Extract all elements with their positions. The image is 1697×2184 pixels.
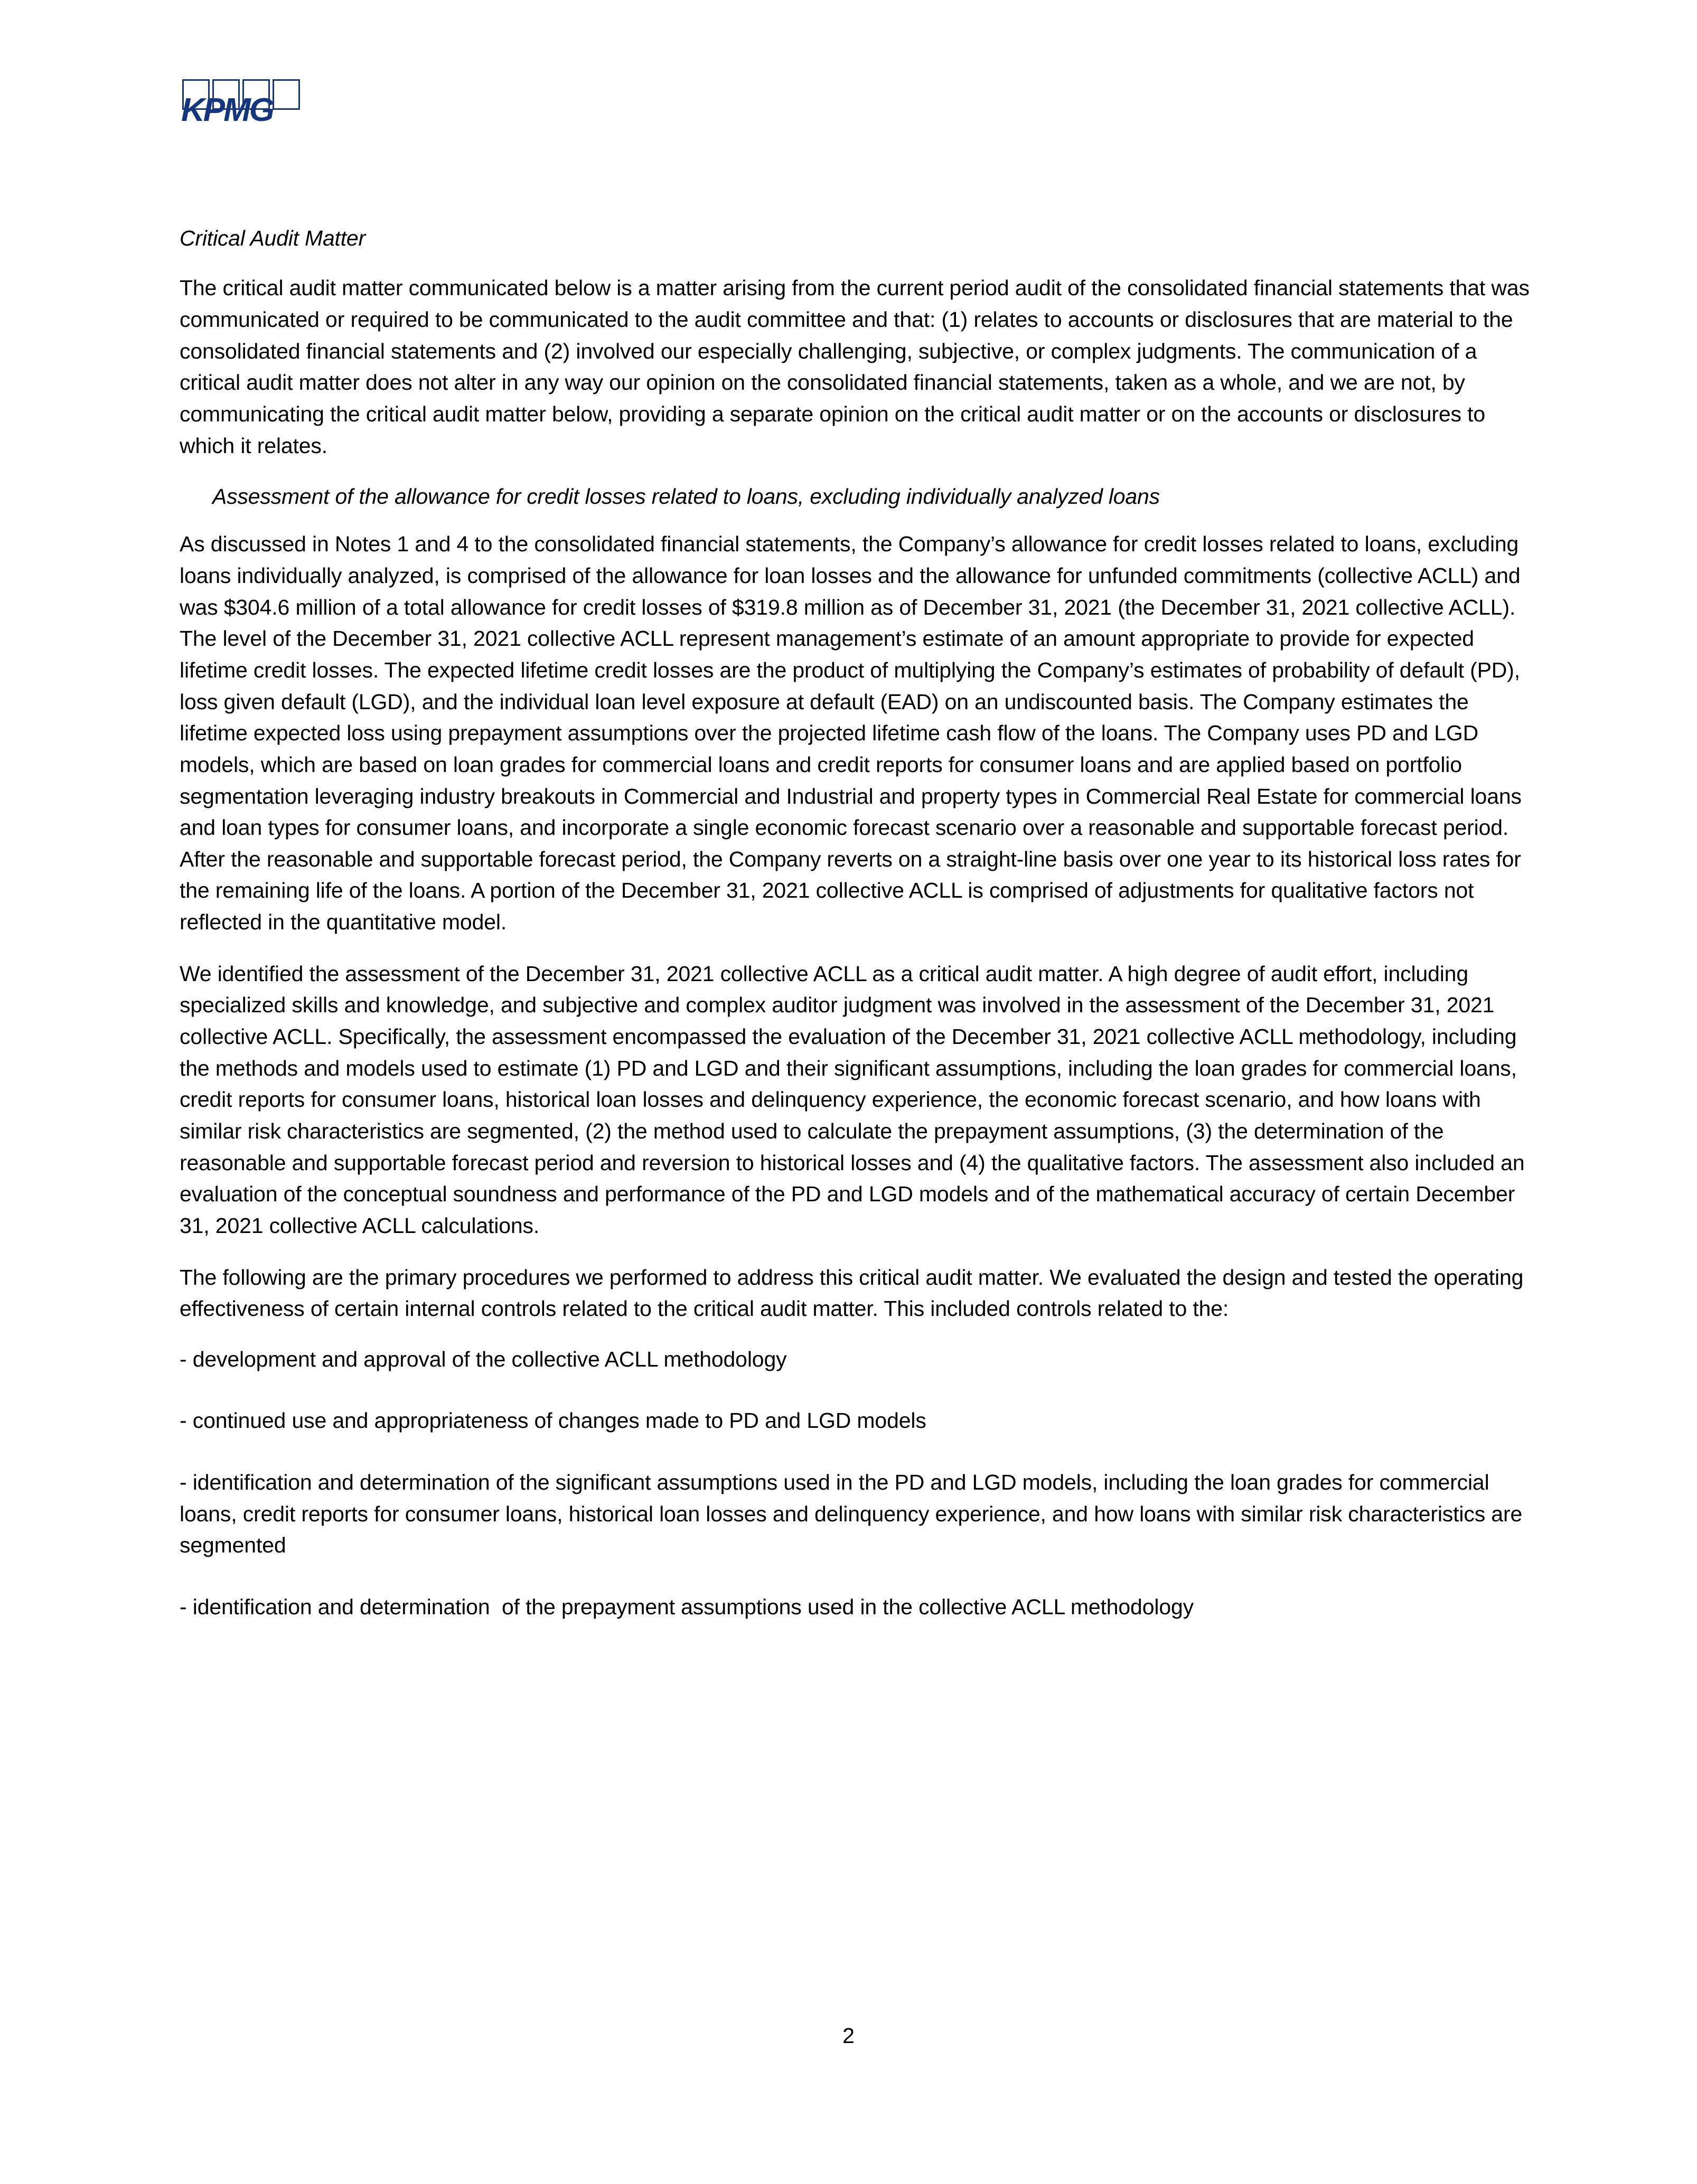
kpmg-logo	[182, 79, 320, 143]
paragraph-we-identified: We identified the assessment of the December 31, 2021 collective ACLL as a critical audit matter. A high degree of audit effort, including specialized skills and knowledge, and subjective and complex auditor judgment was involved in the assessment of the December 31, 2021 collective ACLL. Specifically, the assessment encompassed the evaluation of the December 31, 2021 collective ACLL methodology, including the methods and models used to estimate (1) PD and LGD and their significant assumptions, including the loan grades for commercial loans, credit reports for consumer loans, historical loan losses and delinquency experience, the economic forecast scenario, and how loans with similar risk characteristics are segmented, (2) the method used to calculate the prepayment assumptions, (3) the determination of the reasonable and supportable forecast period and reversion to historical losses and (4) the qualitative factors. The assessment also included an evaluation of the conceptual soundness and performance of the PD and LGD models and of the mathematical accuracy of certain December 31, 2021 collective ACLL calculations.	[180, 961, 1531, 1238]
logo-wordmark: KPMG	[181, 92, 273, 128]
page-number: 2	[842, 2023, 855, 2048]
document-body	[180, 224, 1534, 1653]
paragraph-intro: The critical audit matter communicated below is a matter arising from the current period audit of the consolidated financial statements that was communicated or required to be communicated to the audit committee and that: (1) relates to accounts or disclosures that are material to the consolidated financial statements and (2) involved our especially challenging, subjective, or complex judgments. The communication of a critical audit matter does not alter in any way our opinion on the consolidated financial statements, taken as a whole, and we are not, by communicating the critical audit matter below, providing a separate opinion on the critical audit matter or on the accounts or disclosures to which it relates.	[180, 276, 1536, 458]
bullet-item-significant-assumptions: - identification and determination of the significant assumptions used in the PD and LGD models, including the loan grades for commercial loans, credit reports for consumer loans, historical loan losses and delinquency experience, and how loans with similar risk characteristics are segmented	[180, 1470, 1529, 1558]
bullet-item-prepayment-assumptions: - identification and determination of the prepayment assumptions used in the collective ACLL methodology	[180, 1595, 1194, 1620]
logo-box-4	[273, 79, 300, 110]
bullet-item-development-approval: - development and approval of the collective ACLL methodology	[180, 1347, 787, 1371]
paragraph-as-discussed: As discussed in Notes 1 and 4 to the consolidated financial statements, the Company’s allowance for credit losses related to loans, excluding loans individually analyzed, is comprised of the allowance for loan losses and the allowance for unfunded commitments (collective ACLL) and was $304.6 million of a total allowance for credit losses of $319.8 million as of December 31, 2021 (the December 31, 2021 collective ACLL). The level of the December 31, 2021 collective ACLL represent management’s estimate of an amount appropriate to provide for expected lifetime credit losses. The expected lifetime credit losses are the product of multiplying the Company’s estimates of probability of default (PD), loss given default (LGD), and the individual loan level exposure at default (EAD) on an undiscounted basis. The Company estimates the lifetime expected loss using prepayment assumptions over the projected lifetime cash flow of the loans. The Company uses PD and LGD models, which are based on loan grades for commercial loans and credit reports for consumer loans and are applied based on portfolio segmentation leveraging industry breakouts in Commercial and Industrial and property types in Commercial Real Estate for commercial loans and loan types for consumer loans, and incorporate a single economic forecast scenario over a reasonable and supportable forecast period. After the reasonable and supportable forecast period, the Company reverts on a straight-line basis over one year to its historical loss rates for the remaining life of the loans. A portion of the December 31, 2021 collective ACLL is comprised of adjustments for qualitative factors not reflected in the quantitative model.	[180, 532, 1528, 935]
bullet-item-continued-use: - continued use and appropriateness of changes made to PD and LGD models	[180, 1408, 926, 1433]
paragraph-procedures: The following are the primary procedures we performed to address this critical audit matter. We evaluated the design and tested the operating effectiveness of certain internal controls related to the critical audit matter. This included controls related to the:	[180, 1265, 1530, 1321]
section-heading-critical-audit-matter: Critical Audit Matter	[180, 226, 365, 250]
section-subheading-assessment: Assessment of the allowance for credit losses related to loans, excluding individually analyzed loans	[212, 484, 1160, 509]
